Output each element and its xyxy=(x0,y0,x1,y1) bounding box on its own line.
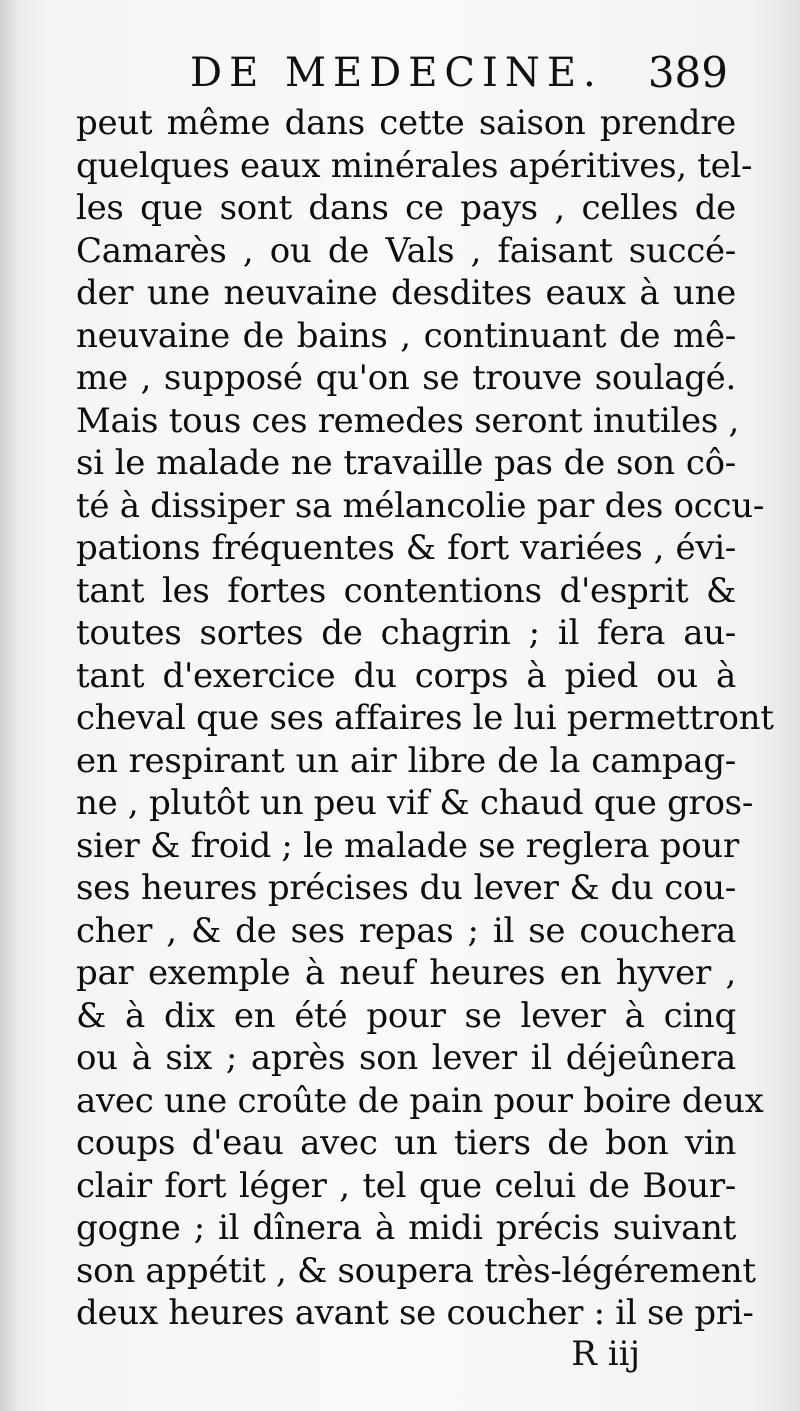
text-line: en respirant un air libre de la campag- xyxy=(76,740,736,781)
text-line: der une neuvaine desdites eaux à une xyxy=(76,273,736,313)
text-line: me , supposé qu'on se trouve soulagé. xyxy=(76,358,736,398)
text-line: ou à six ; après son lever il déjeûnera xyxy=(76,1038,736,1078)
text-line: pations fréquentes & fort variées , évi- xyxy=(76,528,736,568)
text-line: & à dix en été pour se lever à cinq xyxy=(76,995,736,1036)
text-line: Mais tous ces remedes seront inutiles , xyxy=(76,400,740,441)
body-text xyxy=(76,102,774,1335)
text-line: tant les fortes contentions d'esprit & xyxy=(76,570,736,611)
text-line: ses heures précises du lever & du cou- xyxy=(76,868,736,908)
text-line: cheval que ses affaires le lui permettront xyxy=(76,698,774,738)
running-head: DE MEDECINE. xyxy=(190,50,603,96)
page-gutter-shadow xyxy=(0,0,18,1411)
text-line: quelques eaux minérales apéritives, tel- xyxy=(76,145,753,186)
page-number: 389 xyxy=(647,48,728,97)
text-line: cher , & de ses repas ; il se couchera xyxy=(76,910,736,951)
text-line: toutes sortes de chagrin ; il fera au- xyxy=(76,613,736,653)
text-line: té à dissiper sa mélancolie par des occu- xyxy=(76,485,765,526)
text-line: tant d'exercice du corps à pied ou à xyxy=(76,655,736,696)
text-line: par exemple à neuf heures en hyver , xyxy=(76,953,736,993)
text-line: clair fort léger , tel que celui de Bour- xyxy=(76,1165,736,1206)
text-line: avec une croûte de pain pour boire deux xyxy=(76,1080,764,1121)
text-line: si le malade ne travaille pas de son cô- xyxy=(76,443,736,483)
text-line: gogne ; il dînera à midi précis suivant xyxy=(76,1208,736,1248)
text-line: coups d'eau avec un tiers de bon vin xyxy=(76,1123,736,1163)
text-line: ne , plutôt un peu vif & chaud que gros- xyxy=(76,783,754,823)
text-line: les que sont dans ce pays , celles de xyxy=(76,188,736,228)
signature-mark: R iij xyxy=(571,1334,640,1374)
text-line: son appétit , & soupera très-légérement xyxy=(76,1250,756,1291)
page-header xyxy=(0,44,800,104)
text-line: deux heures avant se coucher : il se pri- xyxy=(76,1293,754,1333)
text-line: peut même dans cette saison prendre xyxy=(76,103,736,143)
text-line: neuvaine de bains , continuant de mê- xyxy=(76,315,736,356)
text-line: Camarès , ou de Vals , faisant succé- xyxy=(76,230,736,271)
text-line: sier & froid ; le malade se reglera pour xyxy=(76,825,739,866)
